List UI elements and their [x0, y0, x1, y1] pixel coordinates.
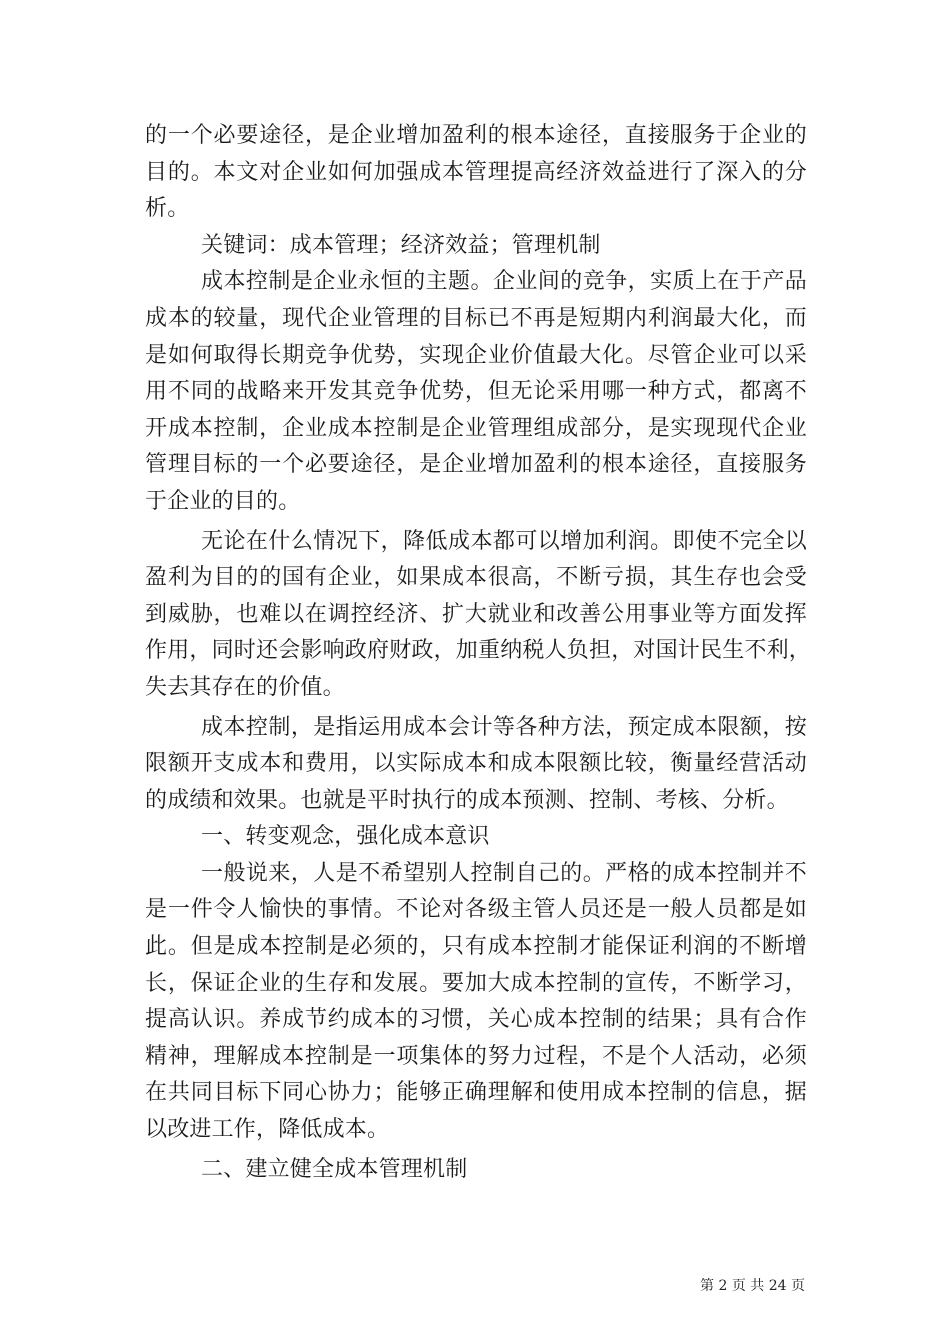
text-line: 的一个必要途径，是企业增加盈利的根本途径，直接服务于企业的: [145, 123, 807, 148]
text-line: 开成本控制，企业成本控制是企业管理组成部分，是实现现代企业: [145, 415, 807, 441]
text-line: 成本控制，是指运用成本会计等各种方法，预定成本限额，按: [201, 714, 807, 740]
text-line: 到威胁，也难以在调控经济、扩大就业和改善公用事业等方面发挥: [145, 601, 807, 627]
text-line: 成本的较量，现代企业管理的目标已不再是短期内利润最大化，而: [145, 305, 807, 331]
text-line: 的成绩和效果。也就是平时执行的成本预测、控制、考核、分析。: [145, 787, 789, 813]
text-line: 一般说来，人是不希望别人控制自己的。严格的成本控制并不: [201, 860, 807, 886]
text-line: 作用，同时还会影响政府财政，加重纳税人负担，对国计民生不利，: [145, 638, 812, 664]
text-line: 此。但是成本控制是必须的，只有成本控制才能保证利润的不断增: [145, 934, 807, 960]
text-line: 二、建立健全成本管理机制: [201, 1156, 468, 1182]
text-line: 失去其存在的价值。: [145, 674, 345, 700]
text-line: 于企业的目的。: [145, 488, 301, 514]
text-line: 限额开支成本和费用，以实际成本和成本限额比较，衡量经营活动: [145, 751, 807, 777]
text-line: 以改进工作，降低成本。: [145, 1117, 390, 1143]
text-line: 盈利为目的的国有企业，如果成本很高，不断亏损，其生存也会受: [145, 565, 807, 591]
text-line: 精神，理解成本控制是一项集体的努力过程，不是个人活动，必须: [145, 1043, 807, 1069]
text-line: 析。: [145, 196, 190, 222]
text-line: 长，保证企业的生存和发展。要加大成本控制的宣传，不断学习，: [145, 970, 807, 996]
text-line: 用不同的战略来开发其竞争优势，但无论采用哪一种方式，都离不: [145, 379, 807, 405]
page-number: 第 2 页 共 24 页: [700, 1278, 805, 1294]
text-line: 是一件令人愉快的事情。不论对各级主管人员还是一般人员都是如: [145, 897, 807, 923]
text-line: 提高认识。养成节约成本的习惯，关心成本控制的结果；具有合作: [145, 1007, 807, 1033]
text-line: 目的。本文对企业如何加强成本管理提高经济效益进行了深入的分: [145, 159, 807, 185]
text-line: 关键词：成本管理；经济效益；管理机制: [201, 232, 601, 258]
body-text: [145, 118, 812, 1188]
text-line: 是如何取得长期竞争优势，实现企业价值最大化。尽管企业可以采: [145, 342, 807, 368]
text-line: 成本控制是企业永恒的主题。企业间的竞争，实质上在于产品: [201, 269, 807, 295]
text-line: 一、转变观念，强化成本意识: [201, 824, 490, 850]
text-line: 无论在什么情况下，降低成本都可以增加利润。即使不完全以: [201, 528, 807, 554]
text-line: 管理目标的一个必要途径，是企业增加盈利的根本途径，直接服务: [145, 452, 807, 478]
text-line: 在共同目标下同心协力；能够正确理解和使用成本控制的信息，据: [145, 1080, 807, 1106]
